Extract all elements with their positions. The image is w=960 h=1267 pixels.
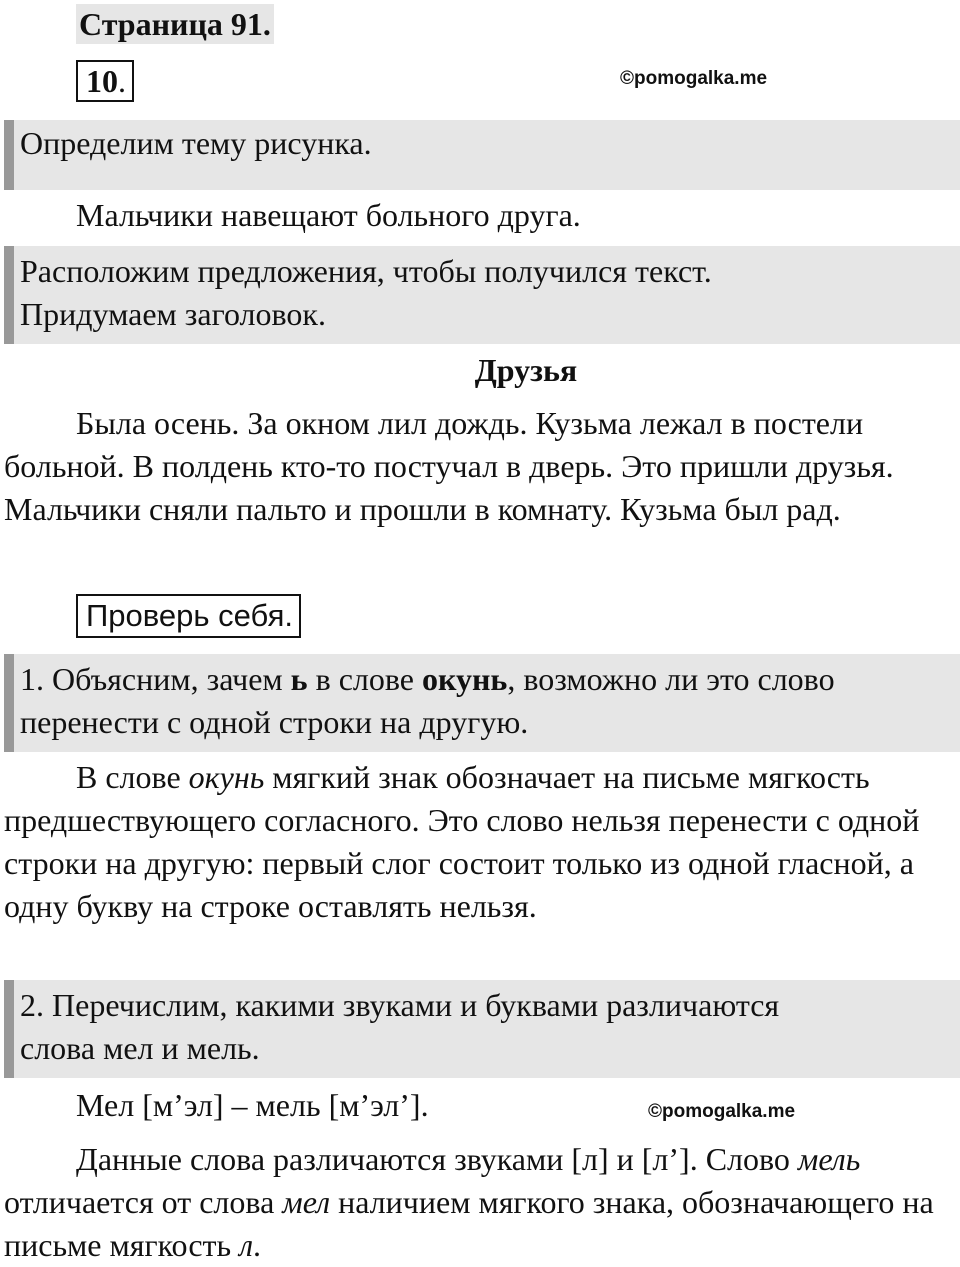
a1-italic-word: окунь <box>188 759 265 795</box>
transcription: Мел [м’эл] – мель [м’эл’]. <box>76 1087 429 1123</box>
story-text: Была осень. За окном лил дождь. Кузьма лежал в постели больной. В полдень кто-то постучал в дверь. Это пришли друзья. Мальчики сняли пальто и прошли в комнату. Кузьма был рад. <box>4 405 894 527</box>
task-number <box>76 60 134 102</box>
q2-line1: 2. Перечислим, какими звуками и буквами различаются <box>20 987 780 1023</box>
q1-bold-word: окунь <box>422 661 508 697</box>
a2-part4: . <box>253 1227 262 1263</box>
a2-part2: отличается от слова <box>4 1184 283 1220</box>
a2-italic-mel: мел <box>282 1184 331 1220</box>
question-1 <box>4 654 960 752</box>
prompt-arrange-line2: Придумаем заголовок. <box>20 296 326 332</box>
watermark-bottom: ©pomogalka.me <box>648 1101 796 1122</box>
watermark-top: ©pomogalka.me <box>620 68 768 89</box>
a1-part2: мягкий знак обозначает на письме мягкость предшествующего согласного. Это слово нельзя перенести с одной строки на другую: первый слог состоит только из одной гласной, а одну букву на строке оставлять нельзя. <box>4 759 920 924</box>
q1-part1: 1. Объясним, зачем <box>20 661 291 697</box>
question-2 <box>4 980 960 1078</box>
q1-part3: , возможно ли это слово перенести с одной строки на другую. <box>20 661 835 740</box>
prompt-topic: Определим тему рисунка. <box>4 120 960 190</box>
answer-2 <box>4 1138 954 1267</box>
page-title: Страница 91. <box>76 4 274 44</box>
answer-topic: Мальчики навещают больного друга. <box>76 197 581 233</box>
a2-italic-mel-soft: мель <box>797 1141 861 1177</box>
q2-line2: слова мел и мель. <box>20 1030 260 1066</box>
a2-italic-l: л <box>239 1227 254 1263</box>
a2-part3: наличием мягкого знака, обозначающего на письме мягкость <box>4 1184 934 1263</box>
story-title: Друзья <box>474 352 578 388</box>
a2-part1: Данные слова различаются звуками [л] и [л’]. Слово <box>76 1141 798 1177</box>
prompt-arrange-line1: Расположим предложения, чтобы получился текст. <box>20 253 712 289</box>
q1-part2: в слове <box>307 661 422 697</box>
a1-part1: В слове <box>76 759 189 795</box>
task-number-dot: . <box>118 63 126 99</box>
check-yourself-label: Проверь себя. <box>76 594 301 638</box>
prompt-arrange <box>4 246 960 344</box>
task-number-value: 10 <box>86 63 118 99</box>
answer-1 <box>4 756 954 928</box>
q1-bold-soft-sign: ь <box>290 661 308 697</box>
